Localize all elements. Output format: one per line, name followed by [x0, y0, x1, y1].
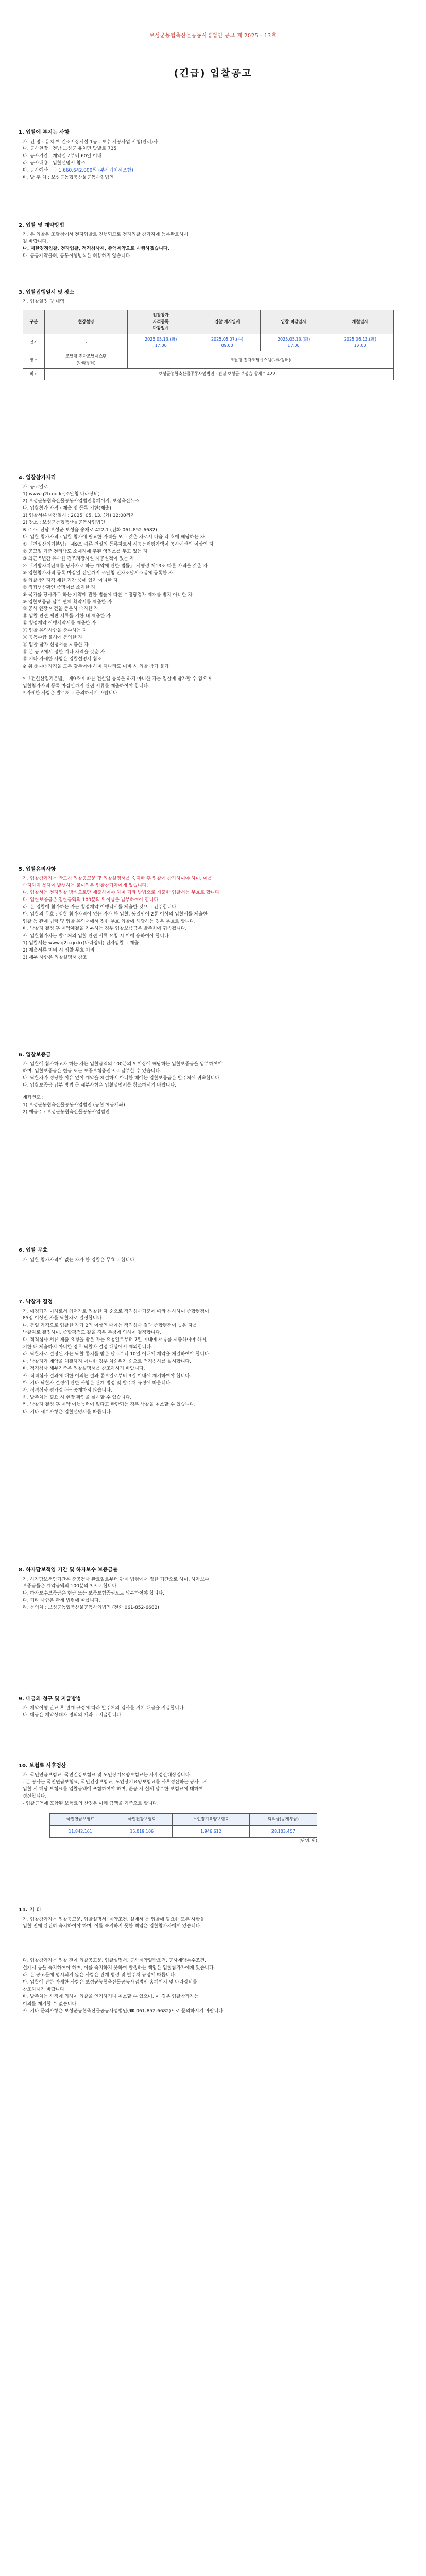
section-payment [19, 1695, 410, 1719]
line-item: 1) 보성군농협축산물공동사업법인 (농협 예금계좌) [23, 1103, 125, 1108]
column-header: 노인장기요양보험료 [173, 1814, 249, 1825]
line-item: 나. 입찰서는 전자입찰 방식으로만 제출하여야 하며 기타 방법으로 제출한 입찰서는 무효로 합니다. [23, 890, 221, 896]
line-item: ⑯ 본 공고에서 정한 기타 자격을 갖춘 자 [23, 650, 105, 655]
table-header-row [23, 310, 394, 334]
table-cell: 조달청 전자조달시스템(나라장터) [128, 351, 394, 369]
table-cell: 15,019,106 [111, 1825, 173, 1837]
section-winner-decision [19, 1298, 410, 1416]
table-cell: 28,103,457 [249, 1825, 317, 1837]
line-item: 다. 공사기간 : 계약일로부터 60일 이내 [23, 154, 102, 159]
line-item: ⑥ 입찰참가자격 제한 기간 중에 있지 아니한 자 [23, 578, 118, 583]
line-item: 라. 낙찰자로 결정된 자는 낙찰 통지를 받은 날로부터 10일 이내에 계약을 체결하여야 합니다. [23, 1352, 211, 1358]
unit-label: (단위: 원) [299, 1838, 317, 1843]
line-item: 라. 문의처 : 보성군농협축산물공동사업법인 (전화 061-852-6682) [23, 1605, 159, 1611]
line-item: 가. 입찰참가자는 반드시 입찰공고문 및 입찰설명서를 숙지한 후 입찰에 참가하여야 하며, 이를 [23, 876, 212, 882]
line-item: 카. 낙찰자 결정 후 계약 이행능력이 없다고 판단되는 경우 낙찰을 취소할 수 있습니다. [23, 1402, 196, 1408]
line-item: 입찰 등 관계 법령 및 입찰 유의서에서 정한 무효 입찰에 해당하는 경우 무효로 합니다. [23, 919, 196, 925]
line-item: 가. 예정가격 이하로서 최저가로 입찰한 자 순으로 적격심사기준에 따라 심사하여 종합평점이 [23, 1309, 209, 1314]
table-cell: 11,842,161 [50, 1825, 111, 1837]
table-cell: - [44, 334, 127, 351]
line-item: ⑮ 입찰 참가 신청서를 제출한 자 [23, 642, 89, 648]
section-bid-precautions [19, 866, 410, 962]
line-item: 가. 공고일로 [23, 484, 48, 490]
line-item: 2) 예금주 : 보성군농협축산물공동사업법인 [23, 1110, 110, 1115]
budget-amount: 금 1,660,642,000원 (부가가치세포함) [52, 168, 133, 174]
line-item: 다. 기타 사항은 관계 법령에 따릅니다. [23, 1598, 100, 1604]
section-bid-deposit [19, 1051, 410, 1116]
line-item: ※ 주소: 전남 보성군 보성읍 송재로 422-1 (전화 061-852-6682) [23, 528, 157, 533]
line-item: ③ 최근 5년간 유사한 건조저장시설 시공실적이 있는 자 [23, 556, 134, 562]
section-title: 8. 하자담보책임 기간 및 하자보수 보증금률 [19, 1567, 118, 1573]
section-title: 7. 낙찰자 결정 [19, 1299, 53, 1305]
line-item: 가. 계약이행 완료 후 관계 규정에 따라 발주처의 검사를 거쳐 대금을 지급합니다. [23, 1705, 185, 1711]
line-item: 라. 본 공고문에 명시되지 않은 사항은 관계 법령 및 발주처 규정에 따릅니다. [23, 1972, 177, 1978]
column-header: 입찰 개시일시 [194, 310, 261, 334]
line-item: ⑰ 기타 자세한 사항은 입찰설명서 참조 [23, 657, 102, 662]
line-item: 기한 내 제출하지 아니한 경우 낙찰자 결정 대상에서 제외합니다. [23, 1345, 152, 1350]
line-item: 하며, 입찰보증금은 현금 또는 보증보험증권으로 납부할 수 있습니다. [23, 1069, 162, 1074]
line-item: - 본 공사는 국민연금보험료, 국민건강보험료, 노인장기요양보험료를 사후정산하는 공사로서 [23, 1780, 208, 1785]
line-item: ④ 「지방자치단체를 당사자로 하는 계약에 관한 법률」 시행령 제13조 따른 자격을 갖춘 자 [23, 563, 208, 569]
line-item: ⑨ 입찰보증금 납부 면제 확약서를 제출한 자 [23, 599, 112, 605]
column-header: 현장설명 [44, 310, 127, 334]
line-item [19, 1090, 410, 1095]
line-item: 마. 낙찰자가 계약을 체결하지 아니한 경우 차순위자 순으로 적격심사를 실시합니다. [23, 1359, 192, 1365]
line-item: 2) 장소 : 보성군농협축산물공동사업법인 [23, 520, 105, 526]
line-item: 바. 낙찰자 결정 후 계약체결을 거부하는 경우 입찰보증금은 발주처에 귀속됩니다. [23, 926, 187, 932]
line-item: ① 「건설산업기본법」 제9조 따른 건설업 등록자로서 시공능력평가액이 공사예산의 이상인 자 [23, 542, 214, 547]
section-warranty [19, 1566, 410, 1612]
line-item: 1) 입찰서류 마감일시 : 2025. 05. 13. (화) 12:00까지 [23, 513, 135, 519]
line-item: 다. 입찰 참가자격 : 입찰 참가에 필요한 자격을 모두 갖춘 자로서 다음 각 호에 해당하는 자 [23, 535, 205, 540]
line-item: 입찰 전에 완전히 숙지하여야 하며, 이를 숙지하지 못한 책임은 입찰참가자에게 있습니다. [23, 1924, 202, 1929]
section-title: 4. 입찰참가자격 [19, 475, 56, 481]
line-item: 계좌번호 : [23, 1095, 44, 1101]
line-item: 입찰참가자격 등록 마감일까지 관련 서류를 제출하여야 합니다. [23, 683, 150, 689]
section-bid-items [19, 129, 410, 182]
line-item: 나. 동일 가격으로 입찰한 자가 2인 이상인 때에는 적격심사 결과 종합평점이 높은 자를 [23, 1323, 197, 1329]
notice-number: 보성군농협축산물공동사업법인 공고 제 2025 - 13호 [149, 33, 277, 39]
line-item: ⑤ 입찰참가자격 등록 마감일 전일까지 조달청 전자조달시스템에 등록한 자 [23, 570, 173, 576]
line-item: ⑩ 공사 현장 여건을 충분히 숙지한 자 [23, 606, 98, 612]
table-cell: 2025.05.13.(화) 17:00 [261, 334, 327, 351]
line-item: 나. 공사현장 : 전남 보성군 유치면 맛밭로 735 [23, 146, 117, 152]
line-item: 1) www.g2b.go.kr(조달청 나라장터) [23, 492, 100, 497]
line-item: 가. 입찰에 참가하고자 하는 자는 입찰금액의 100분의 5 이상에 해당하는 입찰보증금을 납부하여야 [23, 1061, 223, 1067]
section-bid-invalid [19, 1247, 410, 1264]
budget-line [19, 167, 410, 175]
line-item: 가. 건 명 : 유치 여 건조저장시설 1동 - 보수 시공사업 시행(관리)사 [23, 139, 158, 145]
line-item: 바. 발주처는 사정에 의하여 입찰을 연기하거나 취소할 수 있으며, 이 경우 입찰참가자는 [23, 1994, 199, 1999]
section-schedule [19, 289, 410, 380]
line-item: 나. 낙찰자가 정당한 이유 없이 계약을 체결하지 아니한 때에는 입찰보증금은 발주처에 귀속합니다. [23, 1076, 221, 1081]
line-item: 숙지하지 못하여 발생하는 불이익은 입찰참가자에게 있습니다. [23, 883, 148, 889]
warranty-lines [19, 1577, 410, 1613]
table-row [23, 351, 394, 369]
payment-lines [19, 1705, 410, 1720]
line-item: 참조하시기 바랍니다. [23, 1987, 66, 1992]
invalid-lines [19, 1257, 410, 1264]
table-cell: 보성군농협축산물공동사업법인 · 전남 보성군 보성읍 송재로 422-1 [44, 369, 393, 380]
line-item: 다. 입찰보증금 납부 방법 등 세부사항은 입찰설명서를 참조하시기 바랍니다. [23, 1083, 177, 1089]
line-item: - 입찰금액에 포함된 보험료의 산정은 아래 금액을 기준으로 합니다. [23, 1801, 159, 1807]
winner-lines [19, 1309, 410, 1416]
line-item: 보증금률은 계약금액의 100분의 3으로 합니다. [23, 1584, 118, 1589]
section-title: 10. 보험료 사후정산 [19, 1763, 66, 1769]
line-item: ⑪ 입찰 관련 제반 서류를 기한 내 제출한 자 [23, 614, 111, 619]
schedule-table [23, 310, 394, 380]
line-item: 사. 기타 문의사항은 보성군농협축산물공동사업법인(☎ 061-852-6682)으로 문의하시기 바랍니다. [23, 2008, 225, 2014]
etc-lines [19, 1917, 410, 1931]
line-item: 타. 기타 세부사항은 입찰설명서를 따릅니다. [23, 1409, 112, 1415]
line-item: 나. 제한경쟁입찰, 전자입찰, 적격심사제, 총액계약으로 시행하겠습니다. [23, 246, 169, 252]
deposit-lines [19, 1061, 410, 1117]
eligibility-lines [19, 484, 410, 698]
line-item: 정산합니다. [23, 1794, 47, 1800]
column-header: 구분 [23, 310, 45, 334]
table-cell: 1,946,612 [173, 1825, 249, 1837]
section-title: 6. 입찰 무효 [19, 1248, 48, 1253]
section-etc [19, 1906, 410, 1930]
table-row [50, 1825, 317, 1837]
column-header: 국민연금보험료 [50, 1814, 111, 1825]
line-item: 85점 이상인 자를 낙찰자로 결정합니다. [23, 1316, 104, 1321]
line-item: ⑦ 직접생산확인 증명서를 소지한 자 [23, 585, 96, 590]
table-row [23, 334, 394, 351]
line-item: 다. 공동계약불허, 공동이행방식은 허용하지 않습니다. [23, 253, 132, 259]
line-item: 설계서 등을 숙지하여야 하며, 이를 숙지하지 못하여 발생하는 책임은 입찰참가자에게 있습니다. [23, 1965, 215, 1971]
section-insurance [19, 1762, 410, 1844]
section-title: 6. 입찰보증금 [19, 1052, 51, 1058]
line-item: 2) 보성군농협축산물공동사업법인홈페이지, 보성축산뉴스 [23, 499, 140, 504]
table-cell: 장소 [23, 351, 45, 369]
line-item: 가. 본 입찰은 조달청에서 전자입찰로 진행되므로 전자입찰 참가자에 등록완료하시 [23, 232, 189, 238]
line-item: 이의를 제기할 수 없습니다. [23, 2001, 78, 2007]
line-item: 사. 입찰참가자는 발주처의 입찰 관련 서류 요청 시 이에 응하여야 합니다. [23, 934, 171, 939]
column-header: 입찰 마감일시 [261, 310, 327, 334]
section-title: 11. 기 타 [19, 1907, 41, 1913]
line-item: 낙찰자로 결정하며, 종합평점도 같을 경우 추첨에 의하여 결정합니다. [23, 1330, 162, 1336]
column-header: 입찰참가 자격등록 마감일시 [128, 310, 194, 334]
column-header: 개찰일시 [327, 310, 394, 334]
line-item: 차. 발주처는 필요 시 현장 확인을 실시할 수 있습니다. [23, 1395, 132, 1400]
line-item: 가. 입찰일정 및 내역 [23, 299, 64, 304]
line-item: 가. 하자담보책임기간은 준공검사 완료일로부터 관계 법령에서 정한 기간으로 하며, 하자보수 [23, 1577, 209, 1582]
table-cell: 비고 [23, 369, 45, 380]
line-item: 2) 제출서류 미비 시 입찰 무효 처리 [23, 947, 95, 953]
line-item: ⑭ 공동수급 불허에 동의한 자 [23, 635, 83, 641]
line-item: 나. 대금은 계약상대자 명의의 계좌로 지급합니다. [23, 1713, 123, 1718]
table-cell: 일시 [23, 334, 45, 351]
line-item: 사. 적격심사 결과에 대한 이의는 결과 통보일로부터 3일 이내에 제기하여야 합니다. [23, 1373, 191, 1379]
line-item: 길 바랍니다. [23, 239, 48, 245]
column-header: 국민건강보험료 [111, 1814, 173, 1825]
section-bid-method [19, 222, 410, 260]
line-item: 라. 공사내용 : 입찰설명서 참조 [23, 161, 86, 166]
line-item: 마. 입찰에 관한 자세한 사항은 보성군농협축산물공동사업법인 홈페이지 및 나라장터를 [23, 1979, 197, 1985]
line-item: 입찰 시 해당 보험료를 입찰금액에 포함하여야 하며, 준공 시 실제 납부한 보험료에 대하여 [23, 1787, 203, 1792]
etc-continued-lines [19, 1958, 410, 2015]
line-item: ⑬ 입찰 유의사항을 준수하는 자 [23, 628, 87, 634]
line-item [19, 671, 410, 676]
section-title: 3. 입찰집행일시 및 장소 [19, 290, 75, 295]
line-item: 다. 입찰보증금은 입찰금액의 100분의 5 이상을 납부하여야 합니다. [23, 897, 160, 903]
section-etc-continued [19, 1958, 410, 2015]
page-title: (긴급) 입찰공고 [174, 67, 252, 79]
line-item: 바. 적격심사 세부기준은 입찰설명서를 참조하시기 바랍니다. [23, 1366, 145, 1371]
line-item: 마. 입찰의 무효 : 입찰 참가자격이 없는 자가 한 입찰, 동일인이 2통 이상의 입찰서를 제출한 [23, 912, 208, 918]
table-row [23, 369, 394, 380]
insurance-table [49, 1813, 317, 1838]
table-cell: 2025.05.13.(화) 17:00 [128, 334, 194, 351]
section-title: 5. 입찰유의사항 [19, 867, 56, 872]
insurance-lines [19, 1772, 410, 1808]
table-cell: 2025.05.13.(화) 17:00 [327, 334, 394, 351]
line-item: 바. 발 주 처 : 보성군농협축산물공동사업법인 [23, 175, 114, 181]
line-item: 자. 적격심사 평가결과는 공개하지 않습니다. [23, 1387, 112, 1393]
line-item: 가. 입찰참가자는 입찰공고문, 입찰설명서, 계약조건, 설계서 등 입찰에 필요한 모든 사항을 [23, 1917, 205, 1922]
line-item: 다. 적격심사 서류 제출 요청을 받은 자는 요청일로부터 7일 이내에 서류를 제출하여야 하며, [23, 1337, 208, 1343]
table-header-row [50, 1814, 317, 1825]
column-header: 퇴직금(공제부금) [249, 1814, 317, 1825]
line-item: 나. 하자보수보증금은 현금 또는 보증보험증권으로 납부하여야 합니다. [23, 1591, 165, 1597]
section-title: 1. 입찰에 부치는 사항 [19, 130, 70, 135]
line-item: 아. 기타 낙찰자 결정에 관한 사항은 관계 법령 및 발주처 규정에 따릅니다. [23, 1380, 172, 1386]
line-item: * 자세한 사항은 발주처로 문의하시기 바랍니다. [23, 690, 119, 696]
line-item: * 「건설산업기본법」 제9조에 따른 건설업 등록을 하지 아니한 자는 입찰에 참가할 수 없으며 [23, 676, 212, 682]
line-item: 라. 본 입찰에 참가하는 자는 청렴계약 이행각서를 제출한 것으로 간주합니다. [23, 905, 178, 910]
line-item: 가. 국민연금보험료, 국민건강보험료 및 노인장기요양보험료는 사후정산대상입니다. [23, 1772, 192, 1778]
line-item: ※ 위 ①~⑰ 자격을 모두 갖추어야 하며 하나라도 미비 시 입찰 참가 불가 [23, 664, 169, 669]
line-item: ⑫ 청렴계약 이행서약서를 제출한 자 [23, 621, 96, 626]
line-item: 다. 입찰참가자는 입찰 전에 입찰공고문, 입찰설명서, 공사계약일반조건, 공사계약특수조건, [23, 1958, 207, 1963]
precaution-lines [19, 876, 410, 962]
section-title: 9. 대금의 청구 및 지급방법 [19, 1696, 81, 1702]
table-cell: 조달청 전자조달시스템 (나라장터) [44, 351, 127, 369]
table-cell: 2025.05.07.(수) 09:00 [194, 334, 261, 351]
section-title: 2. 입찰 및 계약방법 [19, 223, 64, 228]
line-item: ⑧ 국가를 당사자로 하는 계약에 관한 법률에 따른 부정당업자 제재를 받지 아니한 자 [23, 592, 193, 598]
line-item: 3) 세부 사항은 입찰설명서 참조 [23, 955, 88, 960]
section-eligibility [19, 474, 410, 698]
line-item: 나. 입찰참가 자격 · 제출 및 등록 기한(제출) [23, 506, 111, 512]
line-item: 1) 입찰서는 www.g2b.go.kr(나라장터) 전자입찰로 제출 [23, 940, 139, 946]
line-item: ② 공고일 기준 전라남도 소재지에 주된 영업소를 두고 있는 자 [23, 549, 148, 554]
budget-label: 마. 공사예산 : [23, 168, 53, 174]
line-item: 가. 입찰 참가자격이 없는 자가 한 입찰은 무효로 합니다. [23, 1257, 136, 1263]
